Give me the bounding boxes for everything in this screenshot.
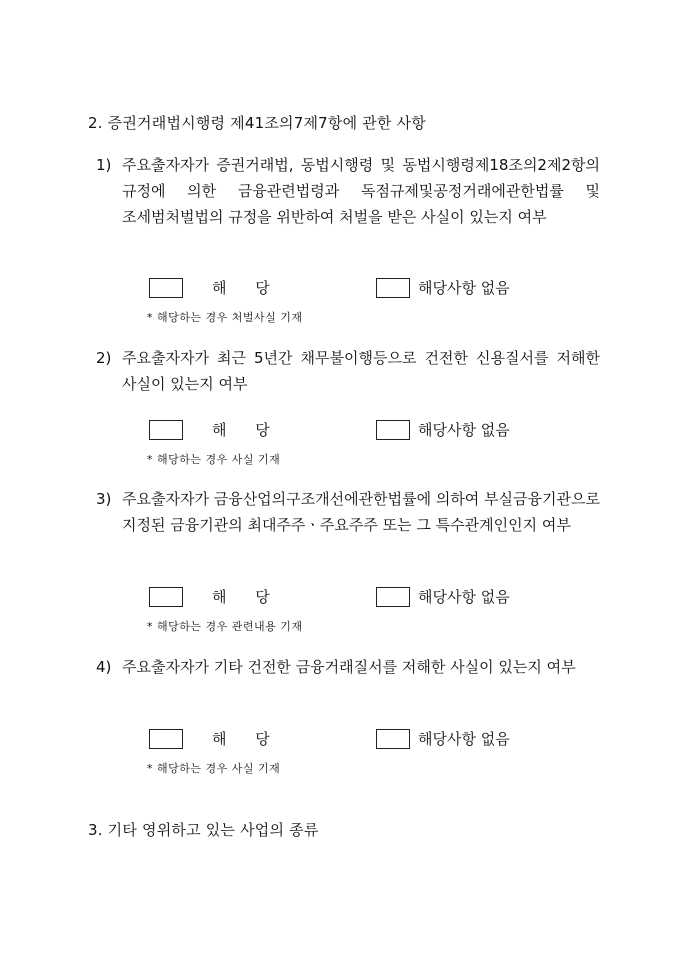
not-applicable-checkbox[interactable] xyxy=(376,278,410,298)
item-text: 주요출자자가 최근 5년간 채무불이행등으로 건전한 신용질서를 저해한 사실이 있는지 여부 xyxy=(122,349,600,393)
not-applicable-label: 해당사항 없음 xyxy=(418,588,510,606)
item-note: * 해당하는 경우 사실 기재 xyxy=(147,453,281,466)
applicable-checkbox[interactable] xyxy=(149,729,183,749)
item-note: * 해당하는 경우 관련내용 기재 xyxy=(147,620,303,633)
applicable-label: 해 당 xyxy=(212,588,282,606)
not-applicable-checkbox[interactable] xyxy=(376,729,410,749)
option-row xyxy=(149,278,549,300)
applicable-label: 해 당 xyxy=(212,730,282,748)
item-note: * 해당하는 경우 처벌사실 기재 xyxy=(147,311,303,324)
not-applicable-checkbox[interactable] xyxy=(376,587,410,607)
applicable-checkbox[interactable] xyxy=(149,278,183,298)
item-number: 3) xyxy=(96,490,112,508)
item-number: 2) xyxy=(96,349,112,367)
not-applicable-checkbox[interactable] xyxy=(376,420,410,440)
applicable-checkbox[interactable] xyxy=(149,587,183,607)
list-item xyxy=(96,345,610,397)
list-item xyxy=(96,486,610,538)
list-item xyxy=(96,152,610,230)
option-row xyxy=(149,587,549,609)
option-row xyxy=(149,729,549,751)
not-applicable-label: 해당사항 없음 xyxy=(418,421,510,439)
section-3-heading: 3. 기타 영위하고 있는 사업의 종류 xyxy=(88,821,319,839)
option-row xyxy=(149,420,549,442)
not-applicable-label: 해당사항 없음 xyxy=(418,730,510,748)
item-text: 주요출자자가 기타 건전한 금융거래질서를 저해한 사실이 있는지 여부 xyxy=(122,658,576,676)
applicable-checkbox[interactable] xyxy=(149,420,183,440)
applicable-label: 해 당 xyxy=(212,279,282,297)
item-number: 1) xyxy=(96,156,112,174)
applicable-label: 해 당 xyxy=(212,421,282,439)
not-applicable-label: 해당사항 없음 xyxy=(418,279,510,297)
section-2-heading: 2. 증권거래법시행령 제41조의7제7항에 관한 사항 xyxy=(88,114,426,132)
list-item xyxy=(96,654,610,680)
item-text: 주요출자자가 금융산업의구조개선에관한법률에 의하여 부실금융기관으로 지정된 금융기관의 최대주주ㆍ주요주주 또는 그 특수관계인인지 여부 xyxy=(122,490,600,534)
item-note: * 해당하는 경우 사실 기재 xyxy=(147,762,281,775)
item-text: 주요출자자가 증권거래법, 동법시행령 및 동법시행령제18조의2제2항의 규정에 의한 금융관련법령과 독점규제및공정거래에관한법률 및 조세범처벌법의 규정을 위반하여 처벌을 받은 사실이 있는지 여부 xyxy=(122,156,600,226)
item-number: 4) xyxy=(96,658,112,676)
